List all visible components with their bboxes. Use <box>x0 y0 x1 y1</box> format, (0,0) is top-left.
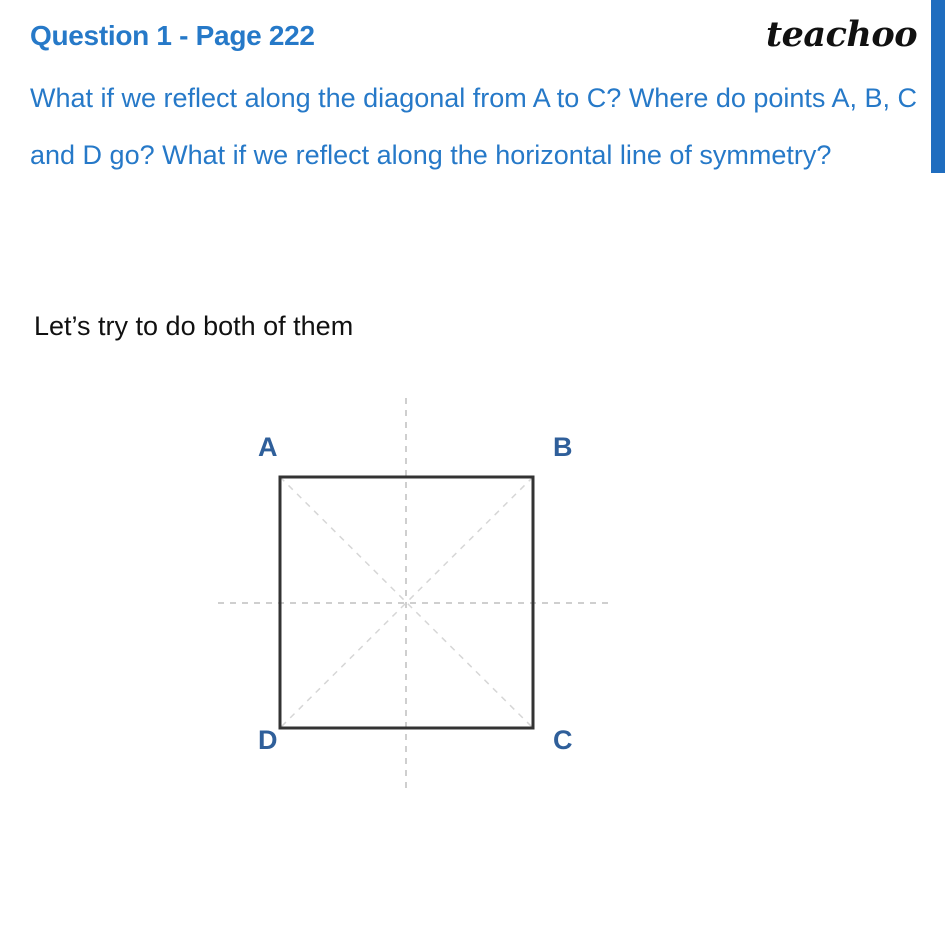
vertex-label-c: C <box>553 725 573 755</box>
square-symmetry-figure <box>200 390 640 800</box>
answer-intro: Let’s try to do both of them <box>34 311 354 341</box>
page-title: Question 1 - Page 222 <box>30 20 315 51</box>
brand-logo: teachoo <box>766 14 918 55</box>
vertex-label-b: B <box>553 432 573 462</box>
vertex-label-a: A <box>258 432 278 462</box>
scrollbar-track[interactable] <box>931 173 945 945</box>
vertex-label-d: D <box>258 725 278 755</box>
question-text: What if we reflect along the diagonal from A to C? Where do points A, B, C and D go? What if we reflect along the horizontal line of symmetry? <box>30 83 917 170</box>
